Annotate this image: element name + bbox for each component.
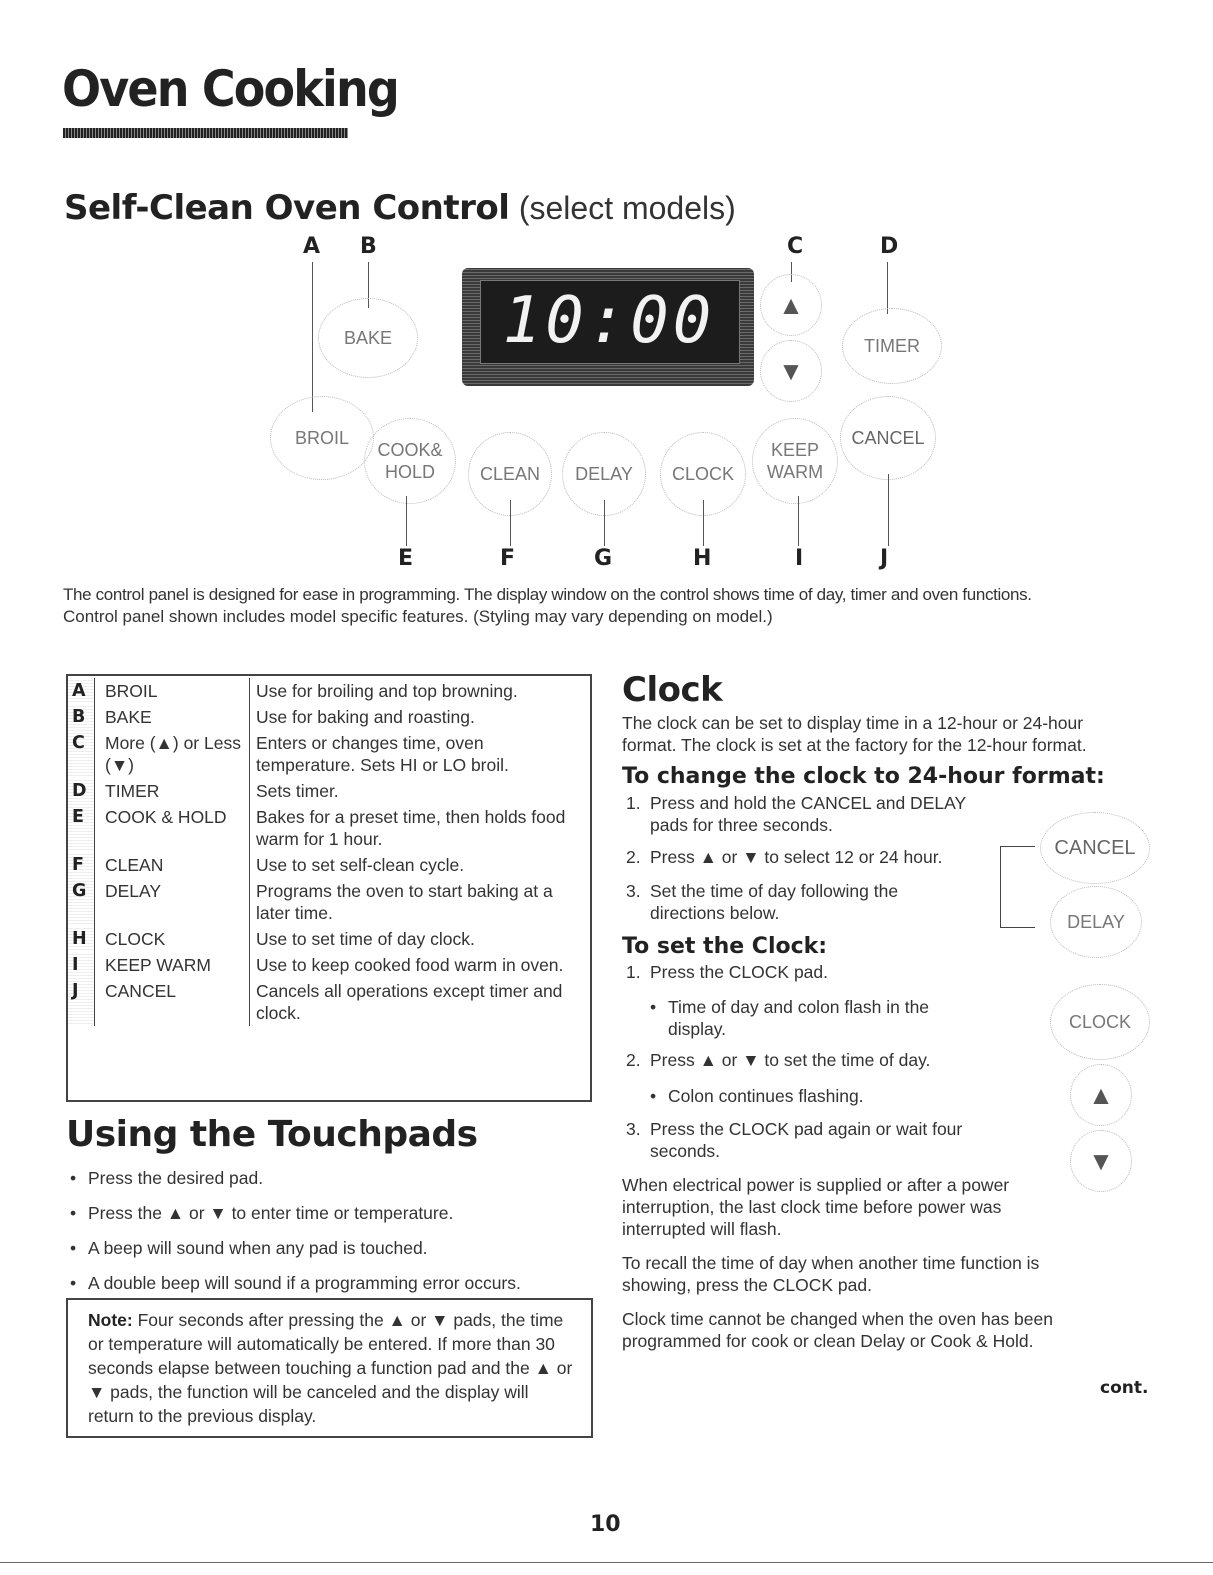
row-description: Use to set time of day clock. xyxy=(250,926,591,952)
table-row xyxy=(68,852,590,878)
format-step-2: 2. Press ▲ or ▼ to select 12 or 24 hour. xyxy=(626,847,943,867)
timer-pad-label: TIMER xyxy=(864,336,920,356)
side-cancel-pad xyxy=(1040,812,1150,884)
label-i: I xyxy=(795,546,804,571)
up-arrow-icon: ▲ xyxy=(1088,1080,1114,1110)
row-description: Cancels all operations except timer and clock. xyxy=(250,978,591,1026)
row-name: TIMER xyxy=(95,778,250,804)
up-arrow-pad[interactable] xyxy=(760,274,822,336)
label-e: E xyxy=(398,546,414,571)
clean-pad-label: CLEAN xyxy=(479,464,541,484)
label-h: H xyxy=(693,546,712,571)
label-j: J xyxy=(880,546,889,571)
clock-intro: The clock can be set to display time in a 12-hour or 24-hour format. The clock is set at the factory for the 12-hour format. xyxy=(622,713,1087,755)
page-number: 10 xyxy=(590,1512,621,1537)
side-cancel-label: CANCEL xyxy=(1054,837,1136,859)
timer-pad[interactable] xyxy=(842,308,942,384)
down-arrow-icon: ▼ xyxy=(778,356,804,386)
note-text: Four seconds after pressing the ▲ or ▼ pads, the time or temperature will automatically be entered. If more than 30 seconds elapse between touching a function pad and the ▲ or ▼ pads, the function will be canceled and the display will return to the previous display. xyxy=(88,1310,573,1426)
down-arrow-pad[interactable] xyxy=(760,340,822,402)
page-title: Oven Cooking xyxy=(62,60,398,118)
row-letter: G xyxy=(68,878,95,926)
table-row xyxy=(68,978,590,1026)
bracket xyxy=(1000,846,1035,928)
side-clock-label: CLOCK xyxy=(1068,1012,1131,1032)
table-row xyxy=(68,804,590,852)
leader-line-f xyxy=(510,500,511,546)
clock-pad-label: CLOCK xyxy=(671,464,734,484)
row-letter: E xyxy=(68,804,95,852)
cook-hold-label-2: HOLD xyxy=(384,462,435,482)
table-row xyxy=(68,878,590,926)
list-item: • Press the desired pad. xyxy=(70,1168,264,1188)
label-a: A xyxy=(303,234,321,259)
row-description: Enters or changes time, oven temperature. Sets HI or LO broil. xyxy=(250,730,591,778)
label-b: B xyxy=(360,234,377,259)
row-letter: C xyxy=(68,730,95,778)
clock-heading: Clock xyxy=(622,670,723,710)
table-row xyxy=(68,952,590,978)
up-arrow-icon: ▲ xyxy=(778,290,804,320)
label-d: D xyxy=(880,234,899,259)
leader-line-a xyxy=(312,262,313,412)
broil-pad-label: BROIL xyxy=(294,428,350,448)
broil-pad[interactable] xyxy=(270,396,374,480)
side-up-arrow xyxy=(1070,1064,1132,1126)
set-heading: To set the Clock: xyxy=(622,934,828,959)
panel-description-line-2: Control panel shown includes model specific features. (Styling may vary depending on model.) xyxy=(63,607,773,626)
row-letter: H xyxy=(68,926,95,952)
format-step-1: 1. Press and hold the CANCEL and DELAY pads for three seconds. xyxy=(626,793,966,835)
row-description: Programs the oven to start baking at a later time. xyxy=(250,878,591,926)
row-name: More (▲) or Less (▼) xyxy=(95,730,250,778)
delay-pad-label: DELAY xyxy=(575,464,633,484)
set-sub-2: • Colon continues flashing. xyxy=(650,1086,864,1106)
list-item: • A beep will sound when any pad is touched. xyxy=(70,1238,428,1258)
side-down-arrow xyxy=(1070,1130,1132,1192)
row-name: CANCEL xyxy=(95,978,250,1026)
clock-paragraph-1: When electrical power is supplied or after a power interruption, the last clock time before power was interrupted will flash. xyxy=(622,1175,1010,1239)
row-description: Bakes for a preset time, then holds food warm for 1 hour. xyxy=(250,804,591,852)
leader-line-h xyxy=(703,500,704,546)
label-c: C xyxy=(787,234,804,259)
set-step-1: 1. Press the CLOCK pad. xyxy=(626,962,828,982)
row-name: CLEAN xyxy=(95,852,250,878)
format-step-3: 3. Set the time of day following the directions below. xyxy=(626,881,899,923)
row-description: Use for baking and roasting. xyxy=(250,704,591,730)
keep-warm-label-1: KEEP xyxy=(770,440,820,460)
down-arrow-icon: ▼ xyxy=(1088,1146,1114,1176)
note-label: Note: xyxy=(88,1310,133,1330)
row-letter: J xyxy=(68,978,95,1026)
display-time: 10:00 xyxy=(502,284,716,358)
row-letter: B xyxy=(68,704,95,730)
cancel-pad[interactable] xyxy=(840,396,936,480)
section-title-sub: (select models) xyxy=(518,190,736,226)
row-name: DELAY xyxy=(95,878,250,926)
table-row xyxy=(68,704,590,730)
row-description: Sets timer. xyxy=(250,778,591,804)
side-delay-label: DELAY xyxy=(1067,912,1125,932)
row-name: KEEP WARM xyxy=(95,952,250,978)
keep-warm-label-2: WARM xyxy=(766,462,824,482)
row-description: Use to set self-clean cycle. xyxy=(250,852,591,878)
pad-table xyxy=(68,678,590,1026)
touchpads-bullets xyxy=(70,1168,590,1308)
table-row xyxy=(68,778,590,804)
leader-line-d xyxy=(887,262,888,314)
row-name: BAKE xyxy=(95,704,250,730)
keep-warm-pad[interactable] xyxy=(752,418,838,504)
row-letter: D xyxy=(68,778,95,804)
leader-line-e xyxy=(406,496,407,546)
cook-hold-pad[interactable] xyxy=(364,418,456,504)
bottom-rule xyxy=(0,1562,1213,1563)
leader-line-i xyxy=(798,496,799,546)
label-f: F xyxy=(500,546,516,571)
row-name: BROIL xyxy=(95,678,250,704)
side-clock-pad xyxy=(1050,984,1150,1060)
section-title-main: Self-Clean Oven Control xyxy=(64,188,510,228)
title-rule xyxy=(63,128,348,138)
row-name: CLOCK xyxy=(95,926,250,952)
row-name: COOK & HOLD xyxy=(95,804,250,852)
bake-pad[interactable] xyxy=(318,298,418,378)
row-description: Use for broiling and top browning. xyxy=(250,678,591,704)
section-title xyxy=(64,188,736,228)
table-row xyxy=(68,678,590,704)
note-box xyxy=(66,1298,593,1438)
set-step-3: 3. Press the CLOCK pad again or wait four seconds. xyxy=(626,1119,963,1161)
label-g: G xyxy=(594,546,613,571)
clock-paragraph-2: To recall the time of day when another time function is showing, press the CLOCK pad. xyxy=(622,1253,1040,1295)
leader-line-j xyxy=(888,474,889,546)
touchpads-heading: Using the Touchpads xyxy=(66,1114,478,1155)
clock-paragraph-3: Clock time cannot be changed when the oven has been programmed for cook or clean Delay or Cook & Hold. xyxy=(622,1309,1053,1351)
table-row xyxy=(68,730,590,778)
panel-description xyxy=(63,584,1163,628)
bake-pad-label: BAKE xyxy=(343,328,393,348)
cook-hold-label-1: COOK& xyxy=(377,440,443,460)
row-letter: I xyxy=(68,952,95,978)
cancel-pad-label: CANCEL xyxy=(851,428,925,448)
leader-line-g xyxy=(604,500,605,546)
set-step-2: 2. Press ▲ or ▼ to set the time of day. xyxy=(626,1050,931,1070)
row-description: Use to keep cooked food warm in oven. xyxy=(250,952,591,978)
row-letter: F xyxy=(68,852,95,878)
format-heading: To change the clock to 24-hour format: xyxy=(622,764,1105,789)
list-item: • A double beep will sound if a programming error occurs. xyxy=(70,1273,521,1293)
row-letter: A xyxy=(68,678,95,704)
table-row xyxy=(68,926,590,952)
side-delay-pad xyxy=(1050,886,1142,958)
set-sub-1: • Time of day and colon flash in the display. xyxy=(650,997,930,1039)
panel-description-line-1: The control panel is designed for ease in programming. The display window on the control shows time of day, timer and oven functions. xyxy=(63,585,1032,604)
list-item: • Press the ▲ or ▼ to enter time or temperature. xyxy=(70,1203,454,1223)
continued-label: cont. xyxy=(1100,1378,1149,1398)
